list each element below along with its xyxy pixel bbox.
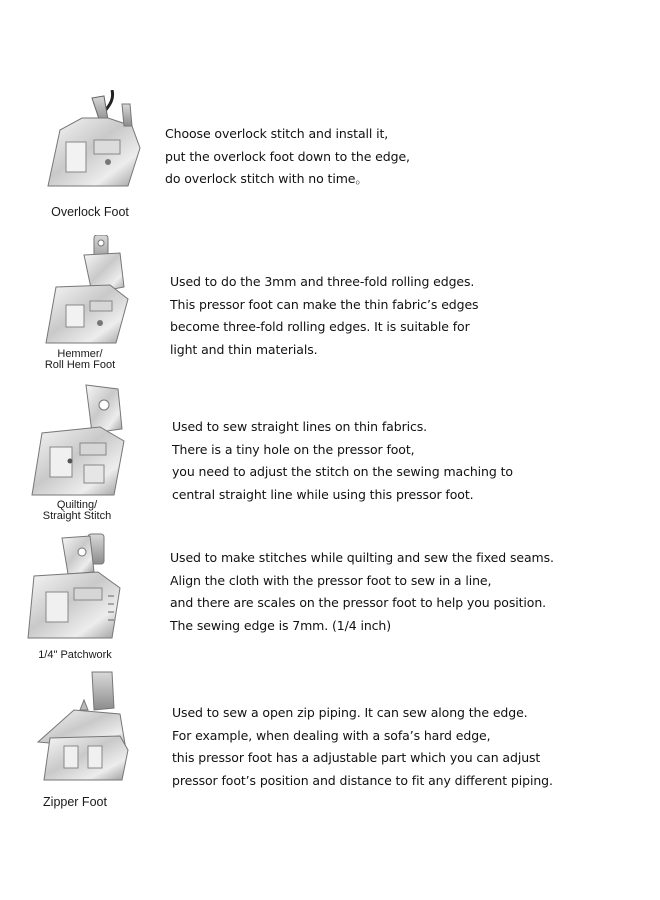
foot-caption (22, 500, 132, 522)
description-line: Used to sew a open zip piping. It can sew along the edge. (172, 705, 528, 720)
foot-item-hemmer (0, 235, 660, 375)
description-line: There is a tiny hole on the pressor foot, (172, 441, 415, 457)
foot-caption-line: Zipper Foot (43, 795, 107, 809)
foot-description (170, 271, 478, 361)
foot-caption-line: Hemmer/ (57, 348, 103, 360)
foot-item-patchwork (0, 532, 660, 667)
foot-item-quilting (0, 383, 660, 528)
description-line: For example, when dealing with a sofa’s hard edge, (172, 727, 491, 743)
description-line: The sewing edge is 7mm. (1/4 inch) (170, 617, 392, 633)
foot-caption (20, 650, 130, 661)
foot-item-overlock (0, 90, 660, 220)
foot-caption-line: Roll Hem Foot (44, 359, 116, 371)
description-line: central straight line while using this pressor foot. (172, 486, 474, 502)
description-line: Used to do the 3mm and three-fold rolling edges. (170, 274, 475, 289)
foot-caption (30, 206, 150, 219)
foot-description (170, 547, 554, 637)
description-line: Choose overlock stitch and install it, (165, 126, 389, 141)
foot-caption-line: Overlock Foot (51, 205, 129, 219)
description-line: pressor foot’s position and distance to fit any different piping. (172, 772, 553, 788)
description-line: This pressor foot can make the thin fabric’s edges (170, 296, 479, 312)
foot-description (165, 123, 410, 191)
foot-caption-line: Straight Stitch (42, 510, 112, 522)
description-line: and there are scales on the pressor foot to help you position. (170, 595, 547, 610)
description-line: Used to sew straight lines on thin fabrics. (172, 419, 428, 434)
description-line: this pressor foot has a adjustable part which you can adjust (172, 750, 541, 765)
quilting-foot-icon (28, 383, 128, 501)
foot-description (172, 416, 513, 506)
description-line: become three-fold rolling edges. It is suitable for (170, 319, 470, 334)
hemmer-foot-icon (40, 235, 130, 347)
description-line: put the overlock foot down to the edge, (165, 148, 410, 164)
foot-caption-line: Quilting/ (56, 499, 98, 511)
foot-item-zipper (0, 670, 660, 820)
foot-description (172, 702, 553, 792)
overlock-foot-icon (42, 90, 142, 190)
foot-caption-line: 1/4" Patchwork (38, 649, 112, 661)
zipper-foot-icon (34, 670, 130, 784)
description-line: you need to adjust the stitch on the sewing maching to (172, 464, 513, 479)
description-line: Used to make stitches while quilting and sew the fixed seams. (170, 550, 554, 565)
patchwork-foot-icon (24, 532, 124, 644)
foot-caption (20, 796, 130, 809)
description-line: do overlock stitch with no time。 (165, 171, 368, 186)
description-line: Align the cloth with the pressor foot to sew in a line, (170, 572, 492, 588)
foot-caption (25, 349, 135, 371)
description-line: light and thin materials. (170, 341, 318, 357)
